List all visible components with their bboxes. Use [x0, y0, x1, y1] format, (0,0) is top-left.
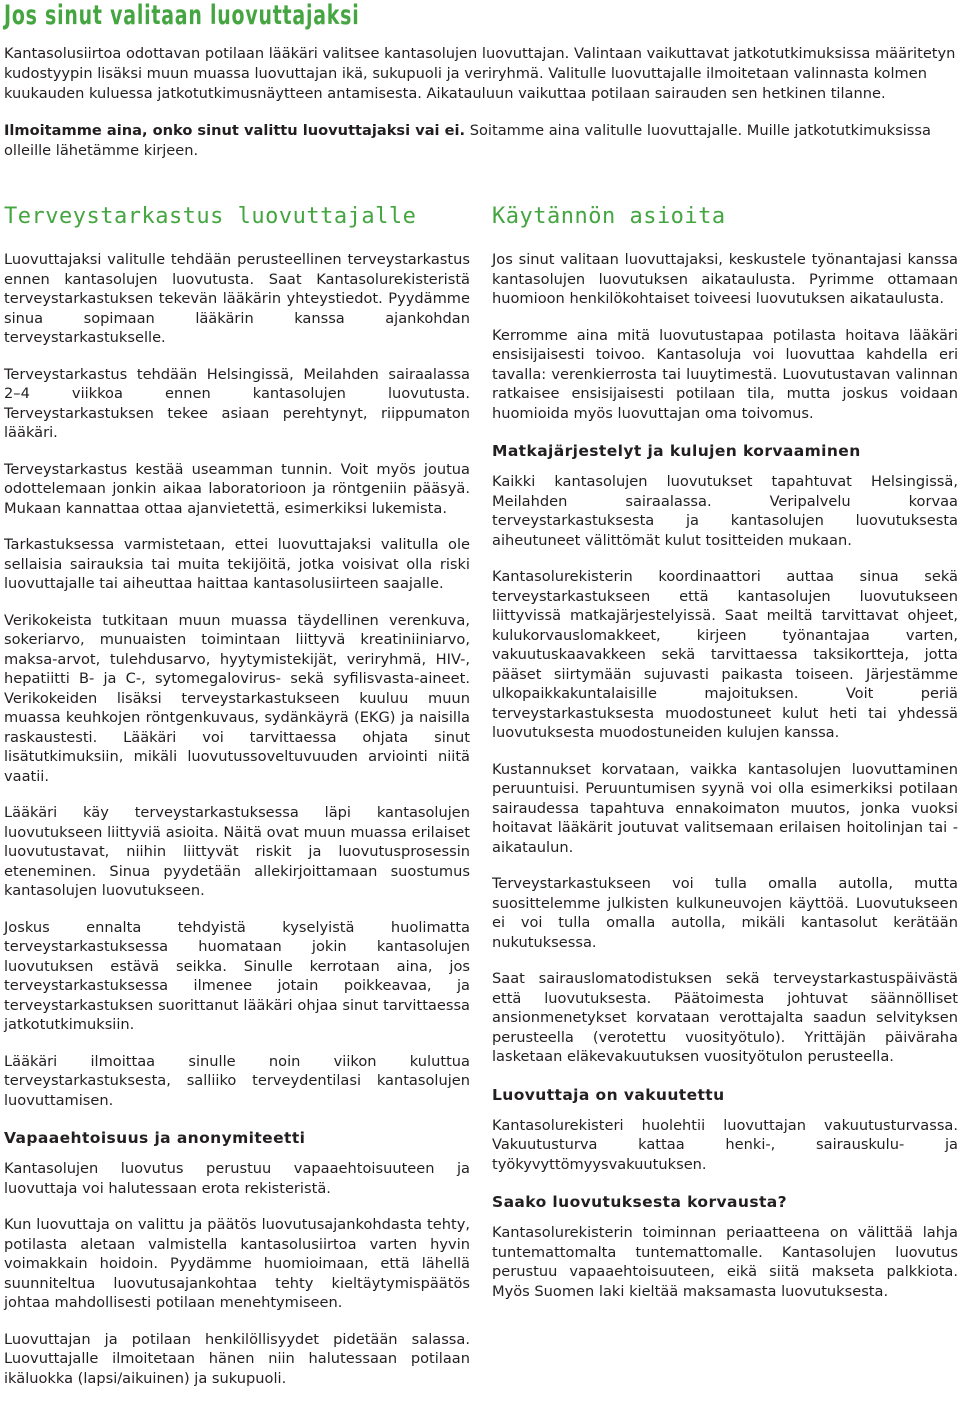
paragraph: Kantasolujen luovutus perustuu vapaaehtoisuuteen ja luovuttaja voi halutessaan erota rekisteristä.	[4, 1160, 470, 1197]
intro-notice-rest: Soitamme aina valitulle luovuttajalle. Muille jatkotutkimuksissa olleille lähetämme kirjeen.	[4, 122, 931, 159]
health-check-heading: Terveystarkastus luovuttajalle	[4, 204, 417, 229]
paragraph: Terveystarkastus kestää useamman tunnin. Voit myös joutua odottelemaan jonkin aikaa laboratorioon ja röntgeniin pääsyä. Mukaan kannattaa ottaa ajanvietettä, esimerkiksi lukemista.	[4, 460, 470, 517]
paragraph: Verikokeista tutkitaan muun muassa täydellinen verenkuva, sokeriarvo, munuaisten toimintaan liittyvä kreatiniiniarvo, maksa-arvot, tulehdusarvo, hyytymistekijät, veriryhmä, HIV-, hepatiitti B- ja C-, sytomegalovirus- sekä syfilisvasta-aineet. Verikokeiden lisäksi terveystarkastukseen kuuluu muun muassa keuhkojen röntgenkuvaus, sydänkäyrä (EKG) ja naisilla raskaustesti. Lääkäri voi tarvittaessa ohjata sinut lisätutkimuksiin, mikäli luovutussoveltuvuuden arviointi niitä vaatii.	[4, 611, 470, 785]
paragraph: Saat sairauslomatodistuksen sekä terveystarkastuspäivästä että luovutuksesta. Päätoimesta johtuvat säännölliset ansionmenetykset korvataan verottajalta saadun selvityksen perusteella (verotettu vuosityötulo). Yrittäjän päiväraha lasketaan eläkevakuutuksen vuosityötulon perusteella.	[492, 970, 958, 1065]
paragraph: Kantasolurekisterin koordinaattori auttaa sinua sekä terveystarkastukseen että kantasolujen luovutukseen liittyvissä matkajärjestelyissä. Saat meiltä tarvittavat ohjeet, kulukorvauslomakkeet, kirjeen työnantajaa varten, vakuutuskaavakkeen sekä tarvittaessa taksikortteja, jotta pääset siirtymään sujuvasti paikasta toiseen. Järjestämme ulkopaikkakuntalaisille majoituksen. Voit periä terveystarkastuksesta muodostuneet kulut heti tai yhdessä luovutuksesta muodostuneiden kulujen kanssa.	[492, 568, 958, 741]
paragraph: Kun luovuttaja on valittu ja päätös luovutusajankohdasta tehty, potilasta aletaan valmistella kantasolusiirtoa varten hyvin voimakkain hoidoin. Pyydämme huomioimaan, että lähellä suunniteltua luovutusajankohtaa tehty kieltäytymispäätös johtaa mahdollisesti potilaan menehtymiseen.	[4, 1216, 470, 1311]
right-column	[492, 202, 958, 1318]
page-title: Jos sinut valitaan luovuttajaksi	[4, 0, 360, 31]
paragraph: Jos sinut valitaan luovuttajaksi, keskustele työnantajasi kanssa kantasolujen luovutuksen aikataulusta. Pyrimme ottamaan huomioon henkilökohtaiset toiveesi luovutuksen aikataulusta.	[492, 251, 958, 307]
intro-section	[4, 44, 958, 161]
paragraph: Tarkastuksessa varmistetaan, ettei luovuttajaksi valitulla ole sellaisia sairauksia tai muita tekijöitä, jotka voisivat olla riski luovuttajalle tai aiheuttaa haittaa kantasolusiirteen saajalle.	[4, 536, 470, 592]
paragraph: Luovuttajan ja potilaan henkilöllisyydet pidetään salassa. Luovuttajalle ilmoitetaan hänen niin halutessaan potilaan ikäluokka (lapsi/aikuinen) ja sukupuoli.	[4, 1330, 470, 1387]
paragraph: Kaikki kantasolujen luovutukset tapahtuvat Helsingissä, Meilahden sairaalassa. Veripalvelu korvaa terveystarkastuksesta ja kantasolujen luovutuksesta aiheutuneet välittömät kulut tositteiden mukaan.	[492, 473, 958, 549]
paragraph: Terveystarkastus tehdään Helsingissä, Meilahden sairaalassa 2–4 viikkoa ennen kantasolujen luovutusta. Terveystarkastuksen tekee asiaan perehtynyt, riippumaton lääkäri.	[4, 365, 470, 441]
insurance-subheading: Luovuttaja on vakuutettu	[492, 1085, 725, 1104]
voluntariness-subheading: Vapaaehtoisuus ja anonymiteetti	[4, 1129, 306, 1147]
paragraph: Terveystarkastukseen voi tulla omalla autolla, mutta suosittelemme julkisten kulkuneuvojen käyttöä. Luovutukseen ei voi tulla omalla autolla, mikäli kantasolut kerätään nukutuksessa.	[492, 875, 958, 951]
paragraph: Kustannukset korvataan, vaikka kantasolujen luovuttaminen peruuntuisi. Peruuntumisen syynä voi olla esimerkiksi potilaan sairaudessa tapahtuva ennakoimaton muutos, jonka vuoksi hoitavat lääkärit joutuvat valitsemaan erilaisen hoitolinjan tai -aikataulun.	[492, 760, 958, 856]
intro-notice-paragraph	[4, 121, 958, 161]
practical-matters-heading: Käytännön asioita	[492, 204, 726, 229]
paragraph: Kerromme aina mitä luovutustapaa potilasta hoitava lääkäri ensisijaisesti toivoo. Kantasoluja voi luovuttaa kahdella eri tavalla: verenkierrosta tai luuytimestä. Luovutustavan valinnan ratkaisee ensisijaisesti potilaan tila, mutta joskus voidaan huomioida myös luovuttajan oma toivomus.	[492, 326, 958, 422]
compensation-subheading: Saako luovutuksesta korvausta?	[492, 1193, 788, 1211]
paragraph: Lääkäri käy terveystarkastuksessa läpi kantasolujen luovutukseen liittyviä asioita. Näitä ovat muun muassa erilaiset luovutustavat, niihin liittyvät riskit ja luovutusprosessin eteneminen. Sinua pyydetään allekirjoittamaan suostumus kantasolujen luovutukseen.	[4, 804, 470, 899]
travel-subheading: Matkajärjestelyt ja kulujen korvaaminen	[492, 442, 861, 460]
intro-notice-bold: Ilmoitamme aina, onko sinut valittu luovuttajaksi vai ei.	[4, 122, 466, 139]
paragraph: Lääkäri ilmoittaa sinulle noin viikon kuluttua terveystarkastuksesta, salliiko terveydentilasi kantasolujen luovuttamisen.	[4, 1052, 470, 1109]
paragraph: Luovuttajaksi valitulle tehdään perusteellinen terveystarkastus ennen kantasolujen luovutusta. Saat Kantasolurekisteristä terveystarkastuksen tekevän lääkärin yhteystiedot. Pyydämme sinua sopimaan lääkärin kanssa ajankohdan terveystarkastukselle.	[4, 251, 470, 346]
paragraph: Kantasolurekisterin toiminnan periaatteena on välittää lahja tuntemattomalta tuntemattomalle. Kantasolujen luovutus perustuu vapaaehtoisuuteen, eikä siitä makseta palkkiota. Myös Suomen laki kieltää maksamasta luovutuksesta.	[492, 1224, 958, 1300]
left-column	[4, 202, 470, 1405]
intro-paragraph: Kantasolusiirtoa odottavan potilaan lääkäri valitsee kantasolujen luovuttajan. Valintaan vaikuttavat jatkotutkimuksissa määritetyn kudostyypin lisäksi muun muassa luovuttajan ikä, sukupuoli ja veriryhmä. Valitulle luovuttajalle ilmoitetaan valinnasta kolmen kuukauden kuluessa jatkotutkimusnäytteen antamisesta. Aikatauluun vaikuttaa potilaan sairauden sen hetkinen tilanne.	[4, 45, 956, 102]
paragraph: Kantasolurekisteri huolehtii luovuttajan vakuutusturvassa. Vakuutusturva kattaa henki-, sairauskulu- ja työkyvyttömyysvakuutuksen.	[492, 1116, 958, 1173]
paragraph: Joskus ennalta tehdyistä kyselyistä huolimatta terveystarkastuksessa huomataan jokin kantasolujen luovutuksen estävä seikka. Sinulle kerrotaan aina, jos terveystarkastuksessa ilmenee jotain poikkeavaa, ja terveystarkastuksen suorittanut lääkäri ohjaa sinut tarvittaessa jatkotutkimuksiin.	[4, 918, 470, 1033]
